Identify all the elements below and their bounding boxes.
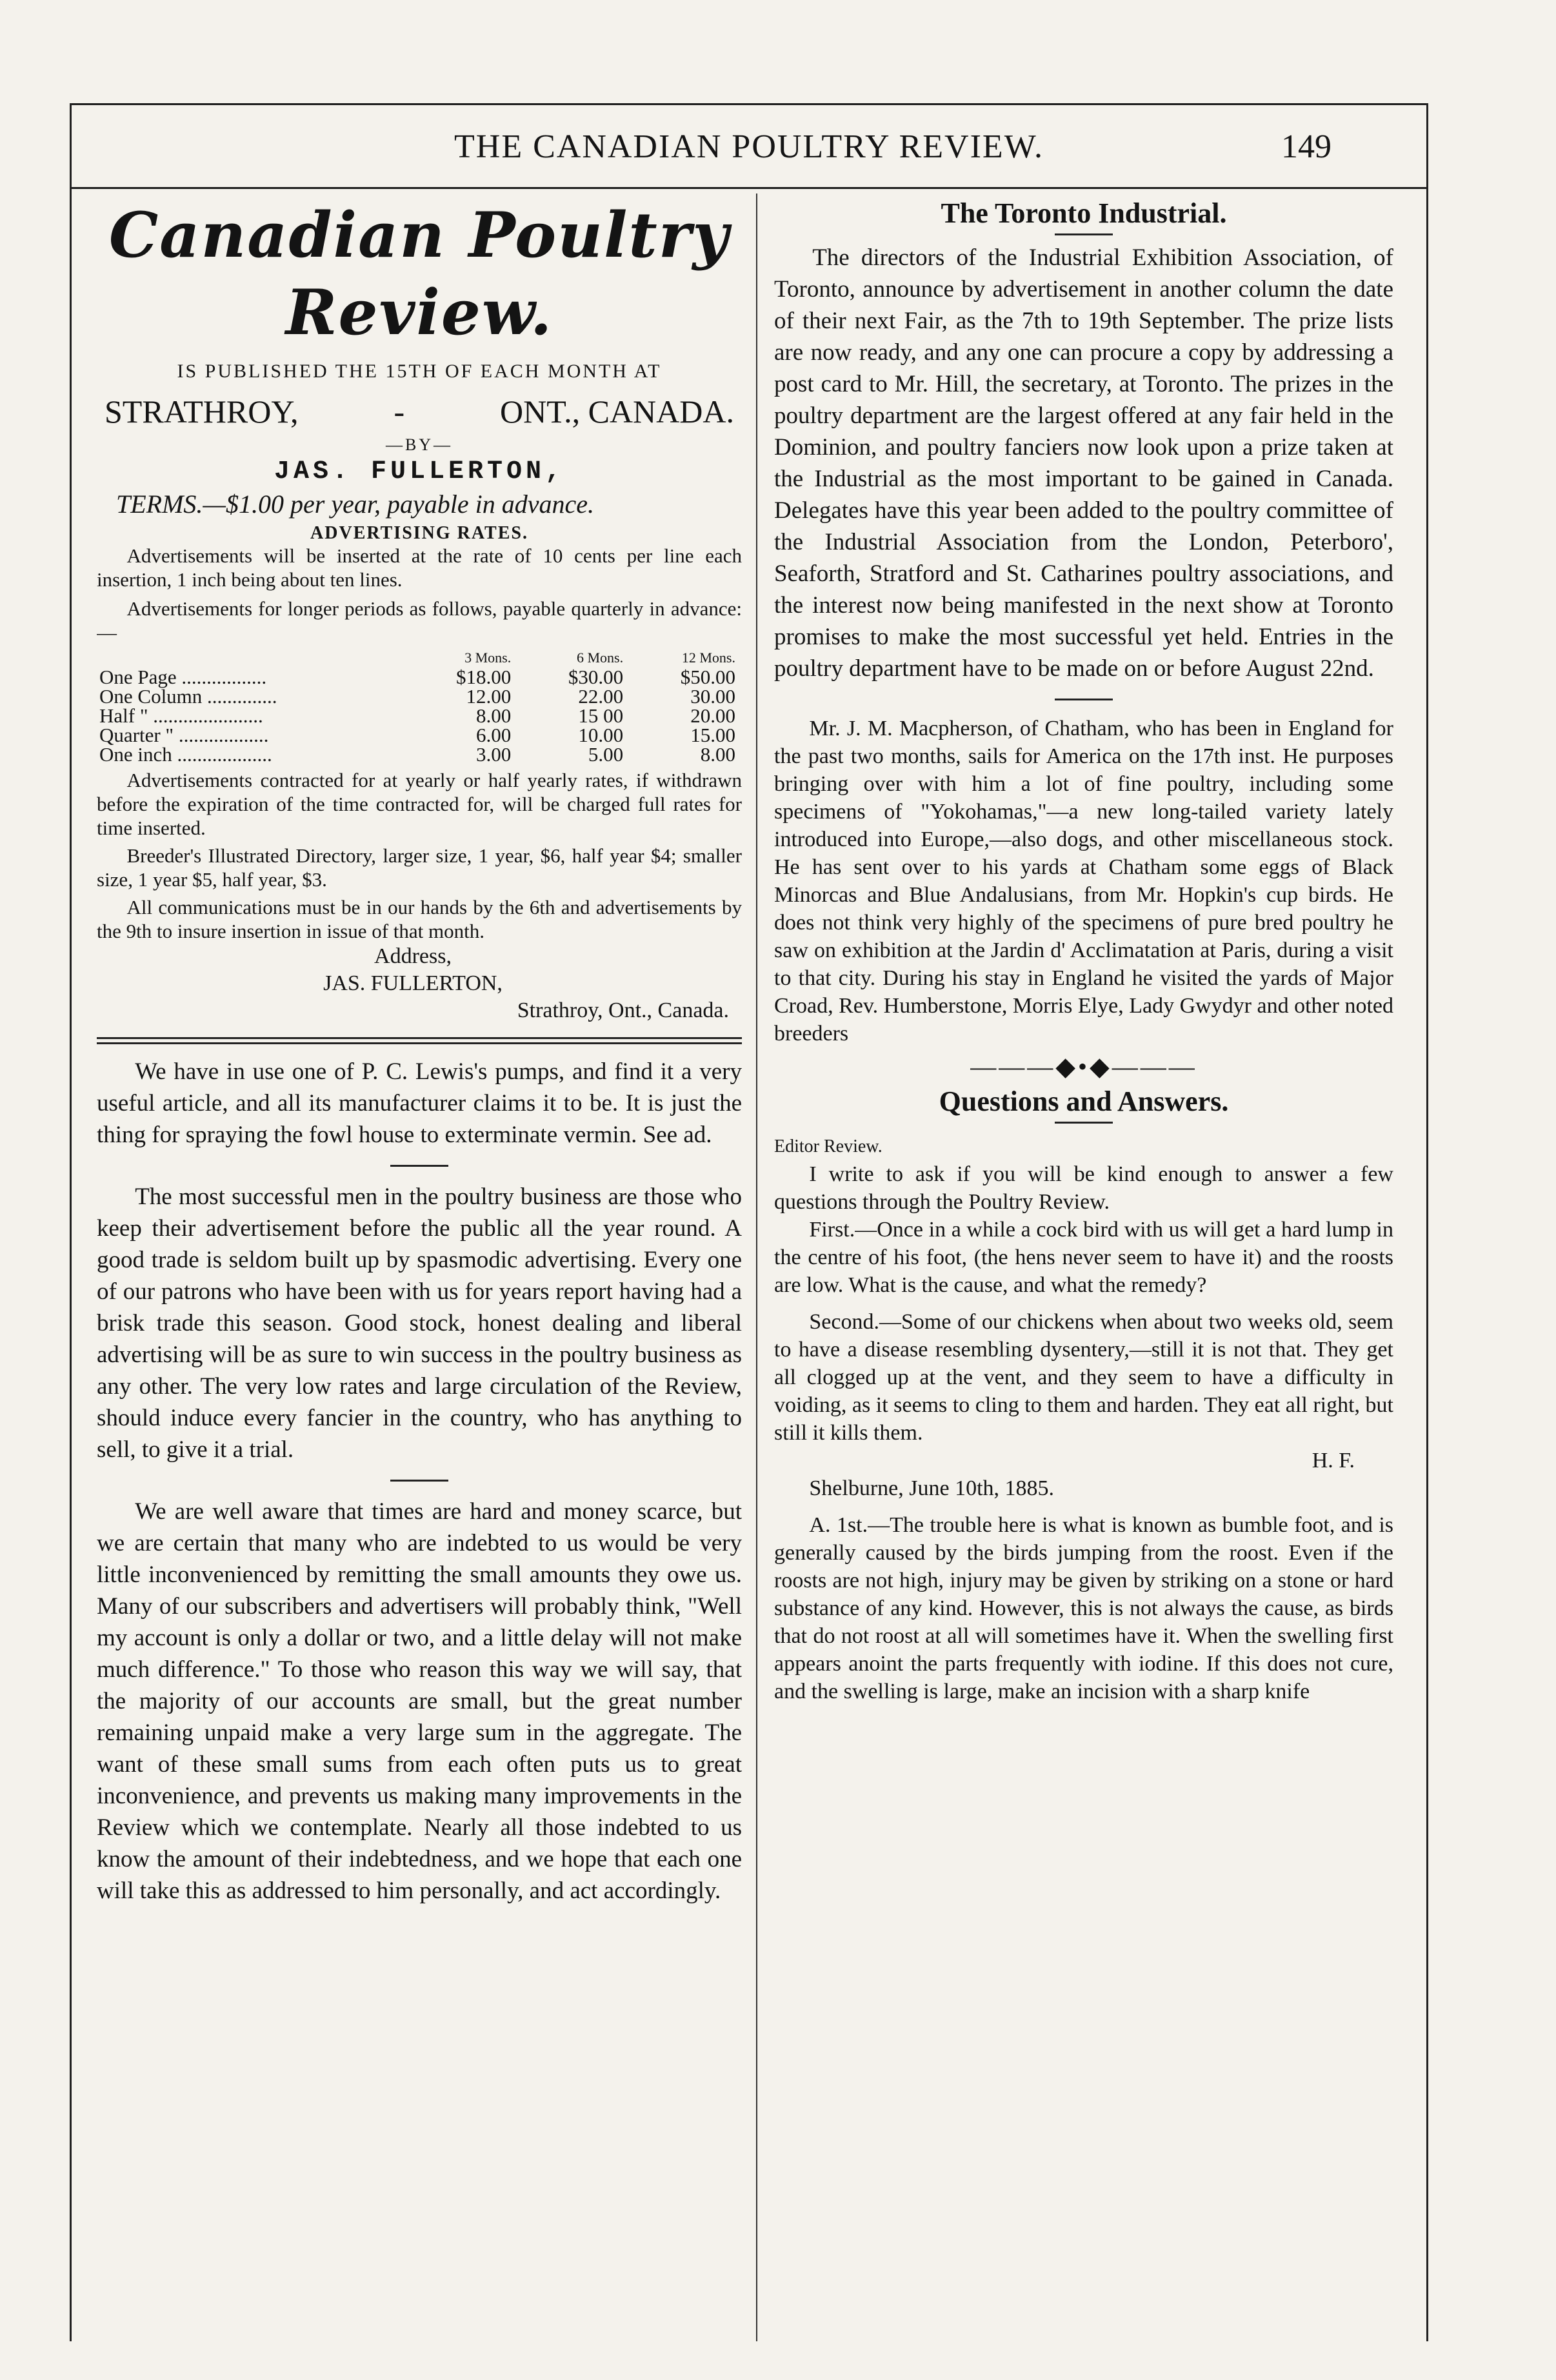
cell: 22.00 [578,685,624,708]
cell: 20.00 [690,704,735,727]
macpherson-body [774,715,1393,1047]
col-12-months: 12 Mons. [681,650,735,666]
qa-second: Second.—Some of our chickens when about two weeks old, seem to have a disease resembling dysentery,—still it is not that. They get all clogged up at the vent, and they seem to have a difficulty in voiding, as it seems to cling to them and harden. They eat all right, but still it kills them. [774,1310,1393,1445]
rates-paragraph: Advertisements will be inserted at the rate of 10 cents per line each insertion, 1 inch being about ten lines. [97,544,742,591]
editor-name: JAS. FULLERTON, [274,457,565,486]
ornament-divider: ———◆•◆——— [970,1052,1197,1081]
qa-intro: I write to ask if you will be kind enough to answer a few questions through the Poultry Review. [774,1162,1393,1214]
rates-paragraph: Advertisements for longer periods as follows, payable quarterly in advance:— [97,597,742,644]
qa-body [774,1133,1393,1705]
article-macpherson: Mr. J. M. Macpherson, of Chatham, who has been in England for the past two months, sails for America on the 17th inst. He purposes bringing over with him a lot of fine poultry, including some specimens of "Yokohamas,"—a new long-tailed variety lately introduced into Europe,—also dogs, and other miscellaneous stock. He has sent over to his yards at Chatham some eggs of Black Minorcas and Blue Andalusians, from Mr. Hopkin's cup birds. He does not think very highly of the specimens of pure bred poultry he saw on exhibition at the Jardin d' Acclimatation at Paris, during a visit to that city. During his stay in England he visited the yards of Major Croad, Rev. Humberstone, Morris Elye, Lady Gwydyr and other noted breeders [774,717,1393,1046]
dateline: Shelburne, June 10th, 1885. [809,1476,1055,1500]
cell: $18.00 [455,666,512,688]
row-label: One inch ................... [99,743,272,766]
running-header [70,123,1428,181]
province: ONT., CANADA. [500,393,734,430]
right-column [774,197,1393,2345]
col-3-months: 3 Mons. [464,650,512,666]
by-line: —BY— [385,435,454,454]
address-label: Address, [374,944,452,968]
signature: H. F. [1312,1449,1355,1473]
left-body [97,1056,742,1907]
heading-rule [1055,233,1113,235]
address-name: JAS. FULLERTON, [323,971,503,995]
cell: 30.00 [690,685,735,708]
article-pumps: We have in use one of P. C. Lewis's pumps, and find it a very useful article, and all its manufacturer claims it to be. It is just the thing for spraying the fowl house to exterminate vermin. See ad. [97,1058,742,1148]
article-accounts: We are well aware that times are hard and money scarce, but we are certain that many who are indebted to us would be very little inconvenienced by remitting the small amounts they owe us. Many of our subscribers and advertisers will probably think, "Well my account is only a dollar or two, and a little delay will not make much difference." To those who reason this way we will say, that the majority of our accounts are small, but the great number remaining unpaid make a very large sum in the aggregate. The want of these small sums from each often puts us to great inconvenience, and prevents us making many improvements in the Review which we contemplate. Nearly all those indebted to us know the amount of their indebtedness, and we hope that each one will take this as addressed to him personally, and act accordingly. [97,1498,742,1904]
rates-table [97,648,742,764]
rates-paragraph: All communications must be in our hands by the 6th and advertisements by the 9th to insure insertion in issue of that month. [97,896,742,942]
salutation: Editor Review. [774,1136,883,1156]
double-rule [97,1037,742,1039]
cell: $30.00 [568,666,624,688]
rates-table-header [97,648,742,668]
article-toronto: The directors of the Industrial Exhibition Association, of Toronto, announce by advertisement in another column the date of their next Fair, as the 7th to 19th September. The prize lists are now ready, and any one can procure a copy by addressing a post card to Mr. Hill, the secretary, at Toronto. The prizes in the poultry department are the largest offered at any fair held in the Dominion, and poultry fanciers now look upon a prize taken at the Industrial as the most important to be gained in Canada. Delegates have this year been added to the poultry committee of the Industrial Association from the London, Peterboro', Seaforth, Stratford and St. Catharines poultry associations, and the interest now being manifested in the next show at Toronto promises to make the most successful yet held. Entries in the poultry department have to be made on or before August 22nd. [774,244,1393,682]
toronto-body [774,242,1393,684]
rates-paragraph: Advertisements contracted for at yearly or half yearly rates, if withdrawn before the expiration of the time contracted for, will be charged full rates for time inserted. [97,769,742,839]
publication-note: IS PUBLISHED THE 15TH OF EACH MONTH AT [177,361,662,382]
cell: 10.00 [578,724,624,746]
left-column [97,197,742,2345]
row-label: Half " ...................... [99,704,263,727]
address-block [97,943,742,1024]
row-label: One Column .............. [99,685,277,708]
cell: 6.00 [475,724,512,746]
running-title: THE CANADIAN POULTRY REVIEW. [454,128,1044,165]
column-divider [756,193,757,2341]
cell: 15.00 [690,724,735,746]
qa-answer: A. 1st.—The trouble here is what is known as bumble foot, and is generally caused by the birds jumping from the roost. Even if the roosts are not high, injury may be given by striking on a stone or hard substance of any kind. However, this is not always the cause, as birds that do not roost at all will sometimes have it. When the swelling first appears anoint the parts frequently with iodine. If this does not cure, and the swelling is large, make an incision with a sharp knife [774,1513,1393,1703]
subscription-terms: TERMS.—$1.00 per year, payable in advance. [116,490,594,519]
heading-rule [1055,1122,1113,1124]
table-row [97,745,742,764]
toronto-heading: The Toronto Industrial. [941,197,1227,229]
cell: 8.00 [475,704,512,727]
row-label: One Page ................. [99,666,267,688]
cell: 15 00 [578,704,624,727]
table-row [97,706,742,726]
table-row [97,726,742,745]
cell: 12.00 [466,685,512,708]
page-number: 149 [1281,128,1332,165]
qa-heading: Questions and Answers. [939,1086,1229,1117]
section-rule [390,1165,448,1167]
cell: 3.00 [475,743,512,766]
publication-place [97,393,742,430]
rates-heading: ADVERTISING RATES. [310,523,528,543]
town: STRATHROY, [105,393,299,430]
cell: 5.00 [588,743,624,766]
col-6-months: 6 Mons. [576,650,624,666]
row-label: Quarter " .................. [99,724,269,746]
masthead-title: Canadian Poultry Review. [108,199,730,349]
rates-paragraph: Breeder's Illustrated Directory, larger size, 1 year, $6, half year $4; smaller size, 1 year $5, half year, $3. [97,844,742,891]
section-rule [1055,699,1113,700]
section-rule [390,1480,448,1482]
cell: $50.00 [680,666,735,688]
article-advertising: The most successful men in the poultry business are those who keep their advertisement before the public all the year round. A good trade is seldom built up by spasmodic advertising. Every one of our patrons who have been with us for years report having had a brisk trade this season. Good stock, honest dealing and liberal advertising will be as sure to win success in the poultry business as any other. The very low rates and large circulation of the Review, should induce every fancier in the country, who has anything to sell, to give it a trial. [97,1184,742,1463]
rates-block [97,544,742,943]
double-rule [97,1042,742,1044]
place-dash: - [394,393,405,430]
qa-first: First.—Once in a while a cock bird with us will get a hard lump in the centre of his foot, (the hens never seem to have it) and the roosts are low. What is the cause, and what the remedy? [774,1218,1393,1297]
table-row [97,668,742,687]
address-place: Strathroy, Ont., Canada. [517,998,729,1022]
table-row [97,687,742,706]
cell: 8.00 [700,743,735,766]
